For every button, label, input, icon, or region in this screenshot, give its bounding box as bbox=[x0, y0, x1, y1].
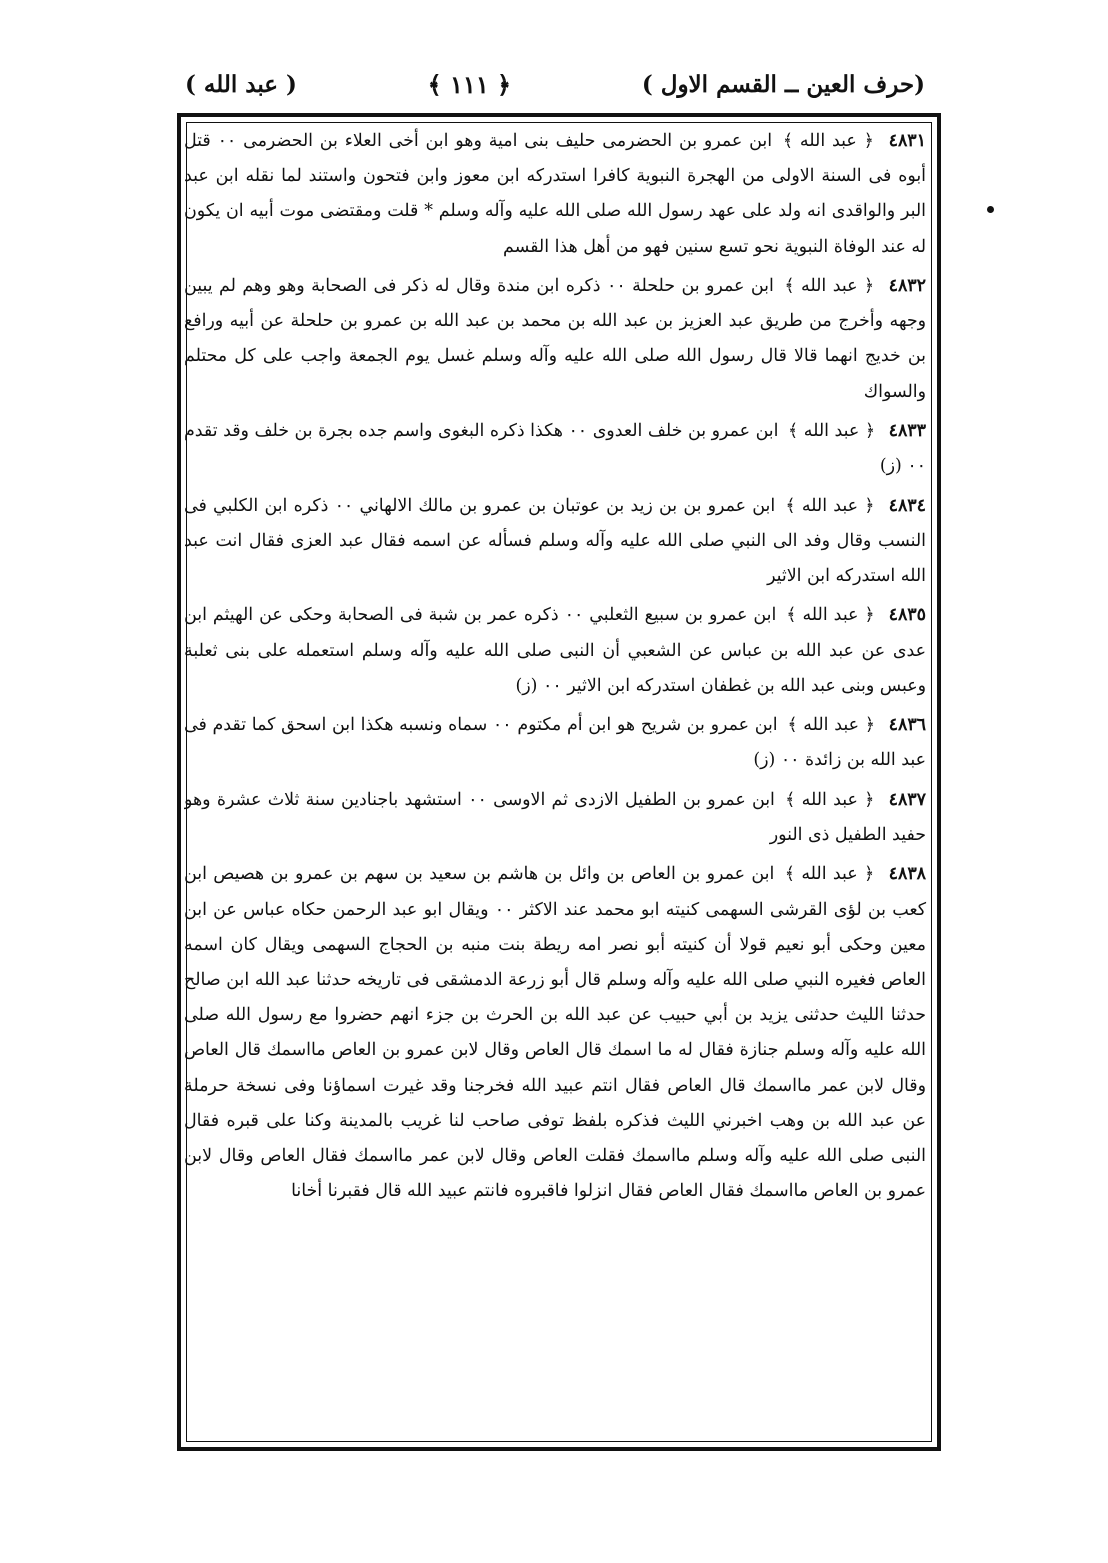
entry-text: ابن عمرو بن حلحلة ٠٠ ذكره ابن مندة وقال له ذكر فى الصحابة وهو وهم لم يبين وجهه وأخرج من طريق عبد العزيز بن عبد الله بن محمد بن عبد الله بن عمرو بن حلحلة عن أبيه ورافع بن خديج انهما قالا قال رسول الله صلى الله عليه وآله وسلم غسل يوم الجمعة واجب على كل محتلم والسواك bbox=[184, 276, 926, 402]
entry-name: ﴿ عبد الله ﴾ bbox=[784, 864, 875, 885]
entry-4835 bbox=[184, 598, 926, 704]
running-head-name: ( عبد الله ) bbox=[185, 70, 297, 98]
entry-4832 bbox=[184, 269, 926, 410]
entry-number: ٤٨٣٤ bbox=[888, 495, 926, 516]
entry-number: ٤٨٣١ bbox=[888, 131, 926, 151]
entry-name: ﴿ عبد الله ﴾ bbox=[784, 276, 875, 296]
entry-number: ٤٨٣٧ bbox=[888, 789, 926, 810]
entry-number: ٤٨٣٢ bbox=[888, 276, 926, 296]
entry-text: ابن عمرو بن الطفيل الازدى ثم الاوسى ٠٠ استشهد باجنادين سنة ثلاث عشرة وهو حفيد الطفيل ذى النور bbox=[184, 789, 926, 845]
entry-name: ﴿ عبد الله ﴾ bbox=[782, 131, 874, 151]
entry-4838 bbox=[184, 857, 926, 1209]
chapter-title: (حرف العين ــ القسم الاول ) bbox=[641, 70, 925, 98]
entry-4834 bbox=[184, 489, 926, 595]
entry-name: ﴿ عبد الله ﴾ bbox=[785, 789, 875, 810]
entry-name: ﴿ عبد الله ﴾ bbox=[788, 421, 876, 441]
body-text bbox=[184, 124, 934, 1442]
entry-number: ٤٨٣٨ bbox=[888, 864, 927, 885]
entry-number: ٤٨٣٦ bbox=[888, 715, 927, 736]
entry-number: ٤٨٣٥ bbox=[888, 605, 926, 626]
entry-text: ابن عمرو بن خلف العدوى ٠٠ هكذا ذكره البغوى واسم جده بجرة بن خلف وقد تقدم ٠٠ (ز) bbox=[184, 421, 926, 477]
entry-name: ﴿ عبد الله ﴾ bbox=[787, 715, 875, 736]
page-header bbox=[185, 62, 925, 106]
entry-text: ابن عمرو بن شريح هو ابن أم مكتوم ٠٠ سماه ونسبه هكذا ابن اسحق كما تقدم فى عبد الله بن زائدة ٠٠ (ز) bbox=[184, 715, 926, 771]
entry-text: ابن عمرو بن بن زيد بن عوتبان بن عمرو بن مالك الالهاني ٠٠ ذكره ابن الكلبي فى النسب وقال وفد الى النبي صلى الله عليه وآله وسلم فسأله عن اسمه فقال عبد العزى فقال انت عبد الله استدركه ابن الاثير bbox=[184, 495, 926, 586]
entry-4836 bbox=[184, 708, 926, 778]
page-number: ﴿ ١١١ ﴾ bbox=[427, 69, 512, 99]
entry-4837 bbox=[184, 783, 926, 853]
entry-text: ابن عمرو بن الحضرمى حليف بنى امية وهو ابن أخى العلاء بن الحضرمى ٠٠ قتل أبوه فى السنة الاولى من الهجرة النبوية كافرا استدركه ابن معوز وابن فتحون واستند لما نقله ابن عبد البر والواقدى انه ولد على عهد رسول الله صلى الله عليه وآله وسلم * قلت ومقتضى موت أبيه ان يكون له عند الوفاة النبوية نحو تسع سنين فهو من أهل هذا القسم bbox=[184, 131, 926, 257]
entry-number: ٤٨٣٣ bbox=[888, 421, 926, 441]
entry-name: ﴿ عبد الله ﴾ bbox=[786, 605, 875, 626]
entry-text: ابن عمرو بن سبيع الثعلبي ٠٠ ذكره عمر بن شبة فى الصحابة وحكى عن الهيثم ابن عدى عن عبد الله بن عباس عن الشعبي أن النبى صلى الله عليه وآله وسلم استعمله على بنى ثعلبة وعبس وبنى عبد الله بن غطفان استدركه ابن الاثير ٠٠ (ز) bbox=[184, 605, 926, 696]
entry-name: ﴿ عبد الله ﴾ bbox=[785, 495, 875, 516]
margin-dot bbox=[987, 206, 994, 213]
entry-text: ابن عمرو بن العاص بن وائل بن هاشم بن سعيد بن سهم بن عمرو بن هصيص ابن كعب بن لؤى القرشى السهمى كنيته ابو محمد عند الاكثر ٠٠ ويقال ابو عبد الرحمن حكاه عباس عن ابن معين وحكى أبو نعيم قولا أن كنيته أبو نصر امه ريطة بنت منبه بن الحجاج السهمى ويقال كان اسمه العاص فغيره النبي صلى الله عليه وآله وسلم قال أبو زرعة الدمشقى فى تاريخه حدثنا عبد الله ابن صالح حدثنا الليث حدثنى يزيد بن أبي حبيب عن عبد الله بن الحرث بن جزء انهم حضروا مع رسول الله صلى الله عليه وآله وسلم جنازة فقال له ما اسمك قال العاص وقال لابن عمرو بن العاص مااسمك قال العاص وقال لابن عمر مااسمك قال العاص فقال انتم عبيد الله فخرجنا وقد غيرت اسماؤنا وفى نسخة حرملة عن عبد الله بن وهب اخبرني الليث فذكره بلفظ توفى صاحب لنا غريب بالمدينة وكنا على قبره فقال النبى صلى الله عليه وآله وسلم مااسمك فقلت العاص وقال لابن عمر مااسمك فقال العاص وقال لابن عمرو بن العاص مااسمك فقال العاص فقال انزلوا فاقبروه فانتم عبيد الله قال فقبرنا أخانا bbox=[184, 864, 926, 1202]
entry-4831 bbox=[184, 124, 926, 265]
entry-4833 bbox=[184, 414, 926, 484]
